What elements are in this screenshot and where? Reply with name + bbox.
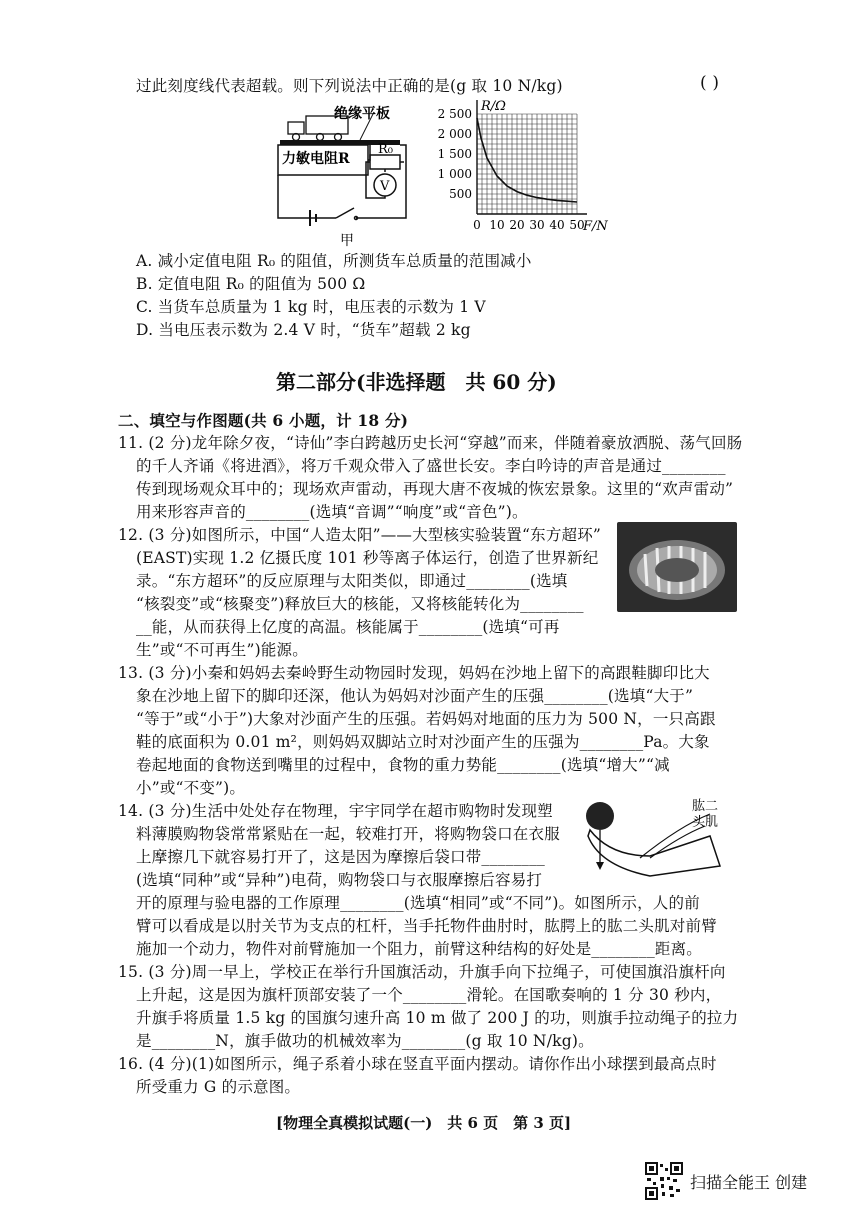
option-c: C. 当货车总质量为 1 kg 时，电压表的示数为 1 V: [136, 298, 486, 316]
q15-line: 上升起，这是因为旗杆顶部安装了一个________滑轮。在国歌奏响的 1 分 30 秒内，: [136, 986, 722, 1004]
voltmeter-label: V: [380, 179, 390, 194]
x-axis-label: F/N: [583, 219, 608, 234]
q15-line: 是________N，旗手做功的机械效率为________(g 取 10 N/kg)。: [136, 1032, 594, 1050]
r0-label: R₀: [378, 142, 393, 157]
tokamak-photo: [617, 522, 737, 612]
page-footer: [物理全真模拟试题(一) 共 6 页 第 3 页]: [276, 1114, 572, 1132]
q14-line: 上摩擦几下就容易打开了，这是因为摩擦后袋口带________: [136, 848, 546, 866]
x-tick-label: 10: [489, 218, 505, 232]
q13-line: 象在沙地上留下的脚印还深，他认为妈妈对沙面产生的压强________(选填“大于”: [136, 687, 694, 705]
q13-line: 卷起地面的食物送到嘴里的过程中，食物的重力势能________(选填“增大”“减: [136, 756, 670, 774]
q16-line: 所受重力 G 的示意图。: [136, 1078, 301, 1096]
q13-line: 鞋的底面积为 0.01 m²，则妈妈双脚站立时对沙面产生的压强为________Pa。大象: [136, 733, 710, 751]
q16-line: 16. (4 分)(1)如图所示，绳子系着小球在竖直平面内摆动。请你作出小球摆到最高点时: [118, 1055, 717, 1073]
q12-line: 12. (3 分)如图所示，中国“人造太阳”——大型核实验装置“东方超环”: [118, 526, 602, 544]
y-tick-label: 2 000: [437, 127, 472, 141]
figure-caption: 甲: [340, 233, 354, 249]
arm-label: 肱二: [692, 799, 719, 814]
qr-code-icon: [645, 1162, 683, 1200]
q12-line: 生”或“不可再生”)能源。: [136, 641, 308, 659]
board-label: 绝缘平板: [334, 106, 390, 122]
y-tick-label: 1 000: [437, 167, 472, 181]
q12-line: 录。“东方超环”的反应原理与太阳类似，即通过________(选填: [136, 572, 568, 590]
question-10-tail: 过此刻度线代表超载。则下列说法中正确的是(g 取 10 N/kg): [136, 77, 563, 95]
q15-line: 升旗手将质量 1.5 kg 的国旗匀速升高 10 m 做了 200 J 的功，则旗手拉动绳子的拉力: [136, 1009, 739, 1027]
ball-icon: [586, 802, 614, 830]
q12-line: “核裂变”或“核聚变”)释放巨大的核能，又将核能转化为________: [136, 595, 584, 613]
q12-line: __能，从而获得上亿度的高温。核能属于________(选填“可再: [136, 618, 560, 636]
part-two-title: 第二部分(非选择题 共 60 分): [276, 370, 557, 394]
x-tick-label: 20: [509, 218, 525, 232]
option-a: A. 减小定值电阻 R₀ 的阻值，所测货车总质量的范围减小: [136, 252, 532, 270]
q13-line: 13. (3 分)小秦和妈妈去秦岭野生动物园时发现，妈妈在沙地上留下的高跟鞋脚印比大: [118, 664, 710, 682]
y-axis-label: R/Ω: [481, 99, 506, 114]
q14-line: (选填“同种”或“异种”)电荷，购物袋口与衣服摩擦后容易打: [136, 871, 543, 889]
y-tick-label: 1 500: [437, 147, 472, 161]
x-tick-label: 50: [569, 218, 585, 232]
x-tick-label: 40: [549, 218, 565, 232]
section-heading: 二、填空与作图题(共 6 小题，计 18 分): [118, 411, 409, 430]
sensor-label: 力敏电阻R: [282, 151, 350, 167]
q12-line: (EAST)实现 1.2 亿摄氏度 101 秒等离子体运行，创造了世界新纪: [136, 549, 599, 567]
q11-line: 传到现场观众耳中的；现场欢声雷动，再现大唐不夜城的恢宏景象。这里的“欢声雷动”: [136, 480, 734, 498]
answer-bracket: ( ): [700, 73, 720, 93]
resistance-force-chart: [425, 92, 610, 247]
q15-line: 15. (3 分)周一早上，学校正在举行升国旗活动，升旗手向下拉绳子，可使国旗沿旗杆向: [118, 963, 726, 981]
option-b: B. 定值电阻 R₀ 的阻值为 500 Ω: [136, 275, 366, 293]
q14-line: 开的原理与验电器的工作原理________(选填“相同”或“不同”)。如图所示，人的前: [136, 894, 700, 912]
q14-line: 14. (3 分)生活中处处存在物理，宇宇同学在超市购物时发现塑: [118, 802, 553, 820]
q13-line: “等于”或“小于”)大象对沙面产生的压强。若妈妈对地面的压力为 500 N，一只高跟: [136, 710, 716, 728]
q13-line: 小”或“不变”)。: [136, 779, 246, 797]
y-tick-label: 500: [449, 187, 472, 201]
q14-line: 施加一个动力，物件对前臂施加一个阻力，前臂这种结构的好处是________距离。: [136, 940, 703, 958]
forearm-lever-figure: [580, 796, 730, 886]
option-d: D. 当电压表示数为 2.4 V 时，“货车”超载 2 kg: [136, 321, 471, 339]
arm-label: 头肌: [692, 815, 719, 830]
circuit-diagram: [270, 100, 420, 250]
x-tick-label: 0: [473, 218, 481, 232]
q14-line: 臂可以看成是以肘关节为支点的杠杆，当手托物件曲肘时，肱腭上的肱二头肌对前臂: [136, 917, 717, 935]
y-tick-label: 2 500: [437, 107, 472, 121]
q14-line: 料薄膜购物袋常常紧贴在一起，较难打开，将购物袋口在衣服: [136, 825, 560, 843]
q11-line: 用来形容声音的________(选填“音调”“响度”或“音色”)。: [136, 503, 528, 521]
q11-line: 11. (2 分)龙年除夕夜，“诗仙”李白跨越历史长河“穿越”而来，伴随着豪放洒脱、荡气回肠: [118, 434, 743, 452]
x-tick-label: 30: [529, 218, 545, 232]
q11-line: 的千人齐诵《将进酒》，将万千观众带入了盛世长安。李白吟诗的声音是通过________: [136, 457, 726, 475]
scanner-watermark: 扫描全能王 创建: [690, 1173, 808, 1192]
